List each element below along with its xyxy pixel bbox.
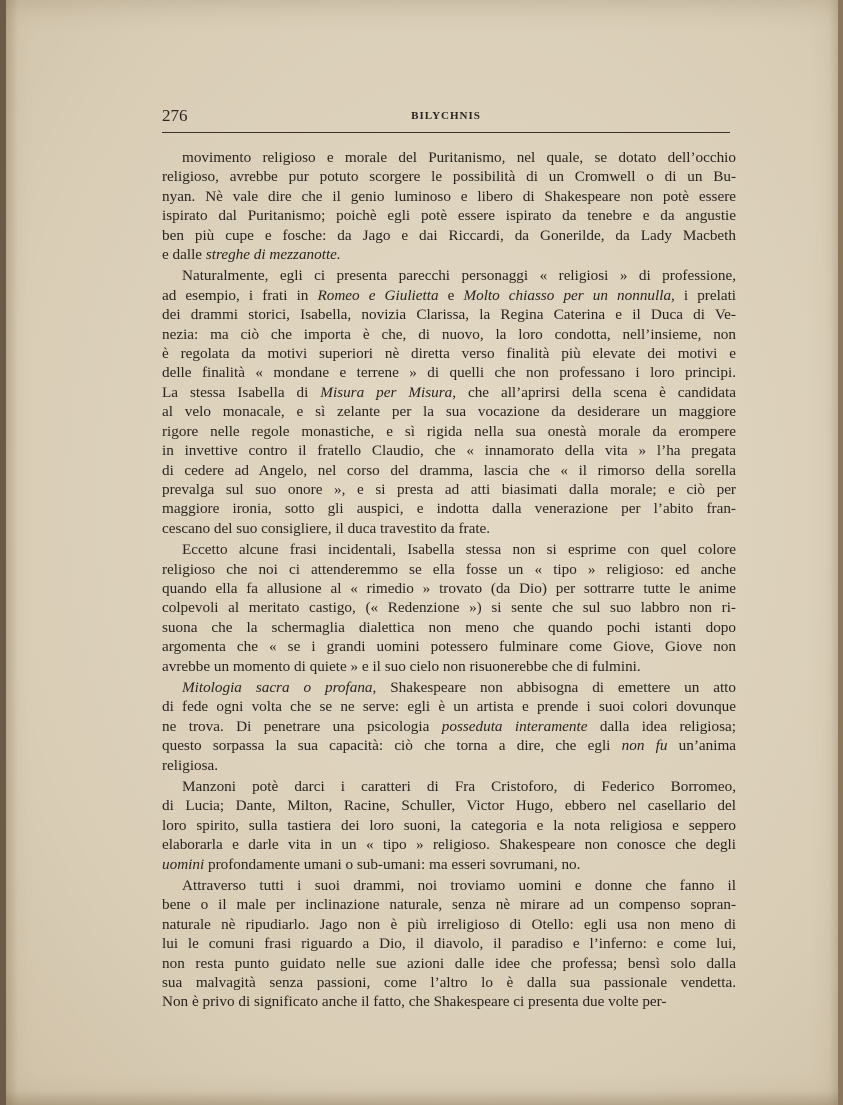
text-line [162, 717, 736, 736]
text-line [162, 499, 736, 518]
text-line [162, 344, 736, 363]
text-line [162, 915, 736, 934]
text-run: naturale nè ripudiarlo. Jago non è più irreligioso di Otello: egli usa non meno di [162, 915, 736, 933]
text-line [162, 363, 736, 382]
text-line [162, 973, 736, 992]
paragraph [162, 678, 736, 775]
text-line [162, 796, 736, 815]
text-run: Manzoni potè darci i caratteri di Fra Cristoforo, di Federico Borromeo, [182, 778, 736, 795]
text-run: cescano del suo consigliere, il duca travestito da frate. [162, 519, 491, 537]
text-line [162, 325, 736, 344]
text-line [162, 441, 736, 460]
text-line [162, 954, 736, 973]
text-run: avrebbe un momento di quiete » e il suo cielo non risuonerebbe che di fulmini. [162, 657, 641, 675]
text-line [162, 519, 736, 538]
text-run: Non è privo di significato anche il fatto, che Shakespeare ci presenta due volte per- [162, 993, 667, 1011]
text-line [162, 461, 736, 480]
paragraph [162, 266, 736, 538]
text-run: prevalga sul suo onore », e si presta ad atti biasimati dalla morale; e ciò per [162, 480, 736, 498]
text-line [162, 226, 736, 245]
text-run: religioso che noi ci attenderemmo se ella fosse un « tipo » religioso: ed anche [162, 560, 736, 578]
text-run: Naturalmente, egli ci presenta parecchi personaggi « religiosi » di professione, [182, 267, 736, 285]
italic-text: posseduta interamente [441, 717, 588, 735]
text-line [162, 657, 736, 676]
text-line [162, 598, 736, 617]
text-run: religiosa. [162, 756, 219, 774]
page-outer-edge [838, 0, 843, 1105]
text-run: non resta punto guidato nelle sue azioni dalle idee che professa; bensì solo dalla [162, 954, 736, 972]
text-run: questo sorpassa la sua capacità: ciò che torna a dire, che egli [162, 737, 622, 755]
paragraph [162, 540, 736, 676]
paragraph [162, 148, 736, 264]
text-line [162, 402, 736, 421]
text-run: nyan. Nè vale dire che il genio luminoso e libero di Shakespeare non potè essere [162, 187, 736, 205]
text-line [162, 305, 736, 324]
text-line [162, 678, 736, 697]
italic-text: Misura per Misura, [320, 383, 456, 401]
text-run: elaborarla e darle vita in un « tipo » religioso. Shakespeare non conosce che degli [162, 836, 736, 854]
text-run: un’anima [667, 737, 736, 755]
text-line [162, 383, 736, 402]
text-run: Attraverso tutti i suoi drammi, noi troviamo uomini e donne che fanno il [182, 877, 736, 895]
italic-text: Mitologia sacra o profana, [182, 678, 377, 696]
text-line [162, 816, 736, 835]
text-run: dei drammi storici, Isabella, novizia Clarissa, la Regina Caterina e il Duca di Ve- [162, 306, 736, 324]
text-run: dalla idea religiosa; [587, 717, 736, 735]
text-line [162, 697, 736, 716]
text-run: bene o il male per inclinazione naturale, senza nè mirare ad un compenso sopran- [162, 896, 736, 914]
text-run: nezia: ma ciò che importa è che, di nuovo, la loro condotta, nell’insieme, non [162, 325, 736, 343]
text-line [162, 206, 736, 225]
text-run: suona che la schermaglia dialettica non meno che quando pochi istanti dopo [162, 618, 736, 636]
text-run: i prelati [674, 286, 737, 304]
text-line [162, 855, 736, 874]
text-line [162, 167, 736, 186]
text-line [162, 266, 736, 285]
text-run: e [438, 286, 464, 304]
text-run: La stessa Isabella di [162, 383, 321, 401]
text-run: quando ella fa allusione al « rimedio » trovato (da Dio) per sottrarre tutte le anime [162, 579, 736, 597]
text-run: movimento religioso e morale del Puritanismo, nel quale, se dotato dell’occhio [182, 149, 736, 166]
text-run: al velo monacale, e sì zelante per la sua vocazione da desiderare un maggiore [162, 403, 736, 421]
text-line [162, 148, 736, 167]
text-line [162, 934, 736, 953]
running-head: BILYCHNIS [411, 110, 481, 122]
text-run: di Lucia; Dante, Milton, Racine, Schuller, Victor Hugo, ebbero nel casellario del [162, 797, 736, 815]
text-line [162, 637, 736, 656]
text-line [162, 756, 736, 775]
text-run: ben più cupe e fosche: da Jago e dai Riccardi, da Gonerilde, da Lady Macbeth [162, 226, 736, 244]
text-run: che all’aprirsi della scena è candidata [456, 383, 736, 401]
text-line [162, 992, 736, 1011]
text-run: rigore nelle regole monastiche, e sì rigida nella sua onestà morale da erompere [162, 422, 736, 440]
italic-text: Molto chiasso per un nonnulla, [463, 286, 675, 304]
text-run: argomenta che « se i grandi uomini potessero fulminare come Giove, Giove non [162, 638, 736, 656]
italic-text: Romeo e Giulietta [317, 286, 439, 304]
body-text [162, 148, 736, 1012]
text-run: colpevoli al meritato castigo, (« Redenzione ») si sente che sul suo labbro non ri- [162, 599, 736, 617]
text-run: in invettive contro il fratello Claudio, che « innamorato della vita » l’ha pregata [162, 442, 736, 460]
text-line [162, 777, 736, 796]
text-run: ne trova. Di penetrare una psicologia [162, 717, 442, 735]
text-run: di cedere ad Angelo, nel corso del dramma, lascia che « il rimorso della sorella [162, 461, 736, 479]
text-run: maggiore ironia, sotto gli auspici, e indotta dalla venerazione per l’abito fran- [162, 500, 736, 518]
text-run: lui le comuni frasi riguardo a Dio, il diavolo, il paradiso e l’inferno: e come lui, [162, 935, 736, 953]
page-binding-edge [0, 0, 6, 1105]
text-line [162, 895, 736, 914]
italic-text: non fu [621, 737, 668, 755]
text-run: profondamente umani o sub-umani: ma esseri sovrumani, no. [204, 855, 581, 873]
text-run: religioso, avrebbe pur potuto scorgere le possibilità di un Cromwell o di un Bu- [162, 168, 736, 186]
text-line [162, 736, 736, 755]
text-line [162, 480, 736, 499]
text-line [162, 286, 736, 305]
text-line [162, 835, 736, 854]
text-run: di fede ogni volta che se ne serve: egli è un artista e prende i suoi colori dovunque [162, 698, 736, 716]
text-run: Shakespeare non abbisogna di emettere un atto [376, 678, 736, 696]
text-line [162, 245, 736, 264]
text-run: delle finalità « mondane e terrene » di quelli che non professano i loro principi. [162, 364, 736, 382]
text-line [162, 422, 736, 441]
text-line [162, 876, 736, 895]
page-number: 276 [162, 106, 188, 125]
text-line [162, 618, 736, 637]
paragraph [162, 876, 736, 1012]
italic-text: uomini [162, 855, 205, 873]
page-header [162, 106, 730, 133]
italic-text: streghe di mezzanotte. [205, 246, 341, 264]
paragraph [162, 777, 736, 874]
text-run: e dalle [162, 246, 206, 264]
text-run: sua malvagità senza passioni, come l’altro lo è dalla sua passionale vendetta. [162, 974, 736, 992]
text-line [162, 187, 736, 206]
text-line [162, 560, 736, 579]
text-run: è regolata da motivi superiori nè diretta verso finalità più elevate dei motivi e [162, 345, 736, 363]
text-line [162, 540, 736, 559]
text-line [162, 579, 736, 598]
text-run: ispirato dal Puritanismo; poichè egli potè essere ispirato da tenebre e da angustie [162, 207, 736, 225]
text-run: loro spirito, sulla tastiera dei loro suoni, la categoria e la nota religiosa e seppero [162, 816, 736, 834]
text-run: ad esempio, i frati in [162, 286, 318, 304]
text-run: Eccetto alcune frasi incidentali, Isabella stessa non si esprime con quel colore [182, 541, 736, 559]
